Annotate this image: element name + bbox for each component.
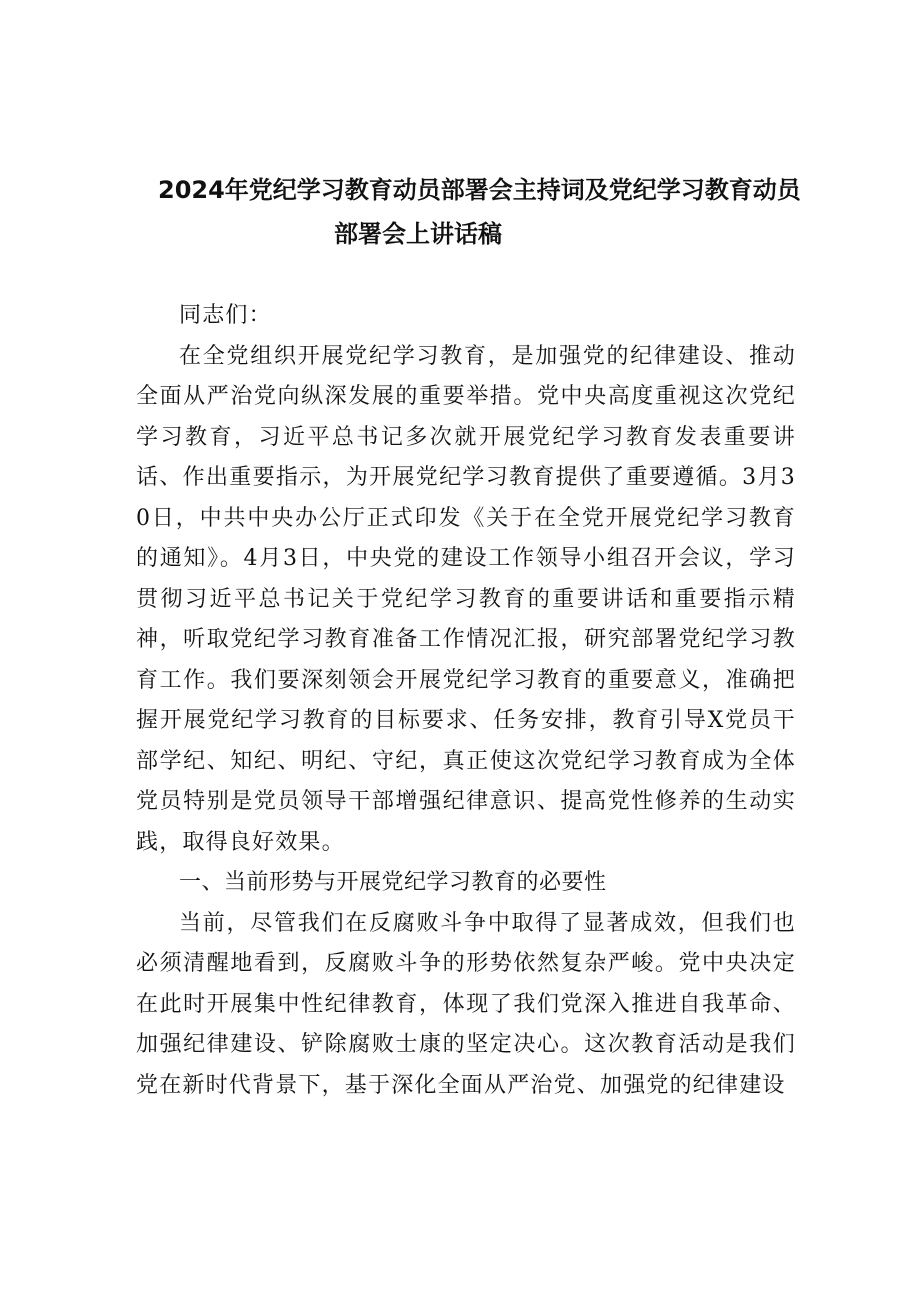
title-line-1: 2024年党纪学习教育动员部署会主持词及党纪学习教育动员 <box>158 176 801 204</box>
paragraph-section-1: 当前，尽管我们在反腐败斗争中取得了显著成效，但我们也必须清醒地看到，反腐败斗争的形势依然复杂严峻。党中央决定在此时开展集中性纪律教育，体现了我们党深入推进自我革命、加强纪律建设、铲除腐败士康的坚定决心。这次教育活动是我们党在新时代背景下，基于深化全面从严治党、加强党的纪律建设 <box>136 910 796 1098</box>
title-line-2: 部署会上讲话稿 <box>334 220 502 248</box>
section-heading-1: 一、当前形势与开展党纪学习教育的必要性 <box>179 870 607 895</box>
document-body <box>136 296 796 1106</box>
paragraph-intro: 在全党组织开展党纪学习教育，是加强党的纪律建设、推动全面从严治党向纵深发展的重要举措。党中央高度重视这次党纪学习教育，习近平总书记多次就开展党纪学习教育发表重要讲话、作出重要指示，为开展党纪学习教育提供了重要遵循。3月30日，中共中央办公厅正式印发《关于在全党开展党纪学习教育的通知》。4月3日，中央党的建设工作领导小组召开会议，学习贯彻习近平总书记关于党纪学习教育的重要讲话和重要指示精神，听取党纪学习教育准备工作情况汇报，研究部署党纪学习教育工作。我们要深刻领会开展党纪学习教育的重要意义，准确把握开展党纪学习教育的目标要求、任务安排，教育引导X党员干部学纪、知纪、明纪、守纪，真正使这次党纪学习教育成为全体党员特别是党员领导干部增强纪律意识、提高党性修养的生动实践，取得良好效果。 <box>136 343 796 855</box>
document-title <box>120 168 820 256</box>
salutation: 同志们： <box>179 303 272 328</box>
